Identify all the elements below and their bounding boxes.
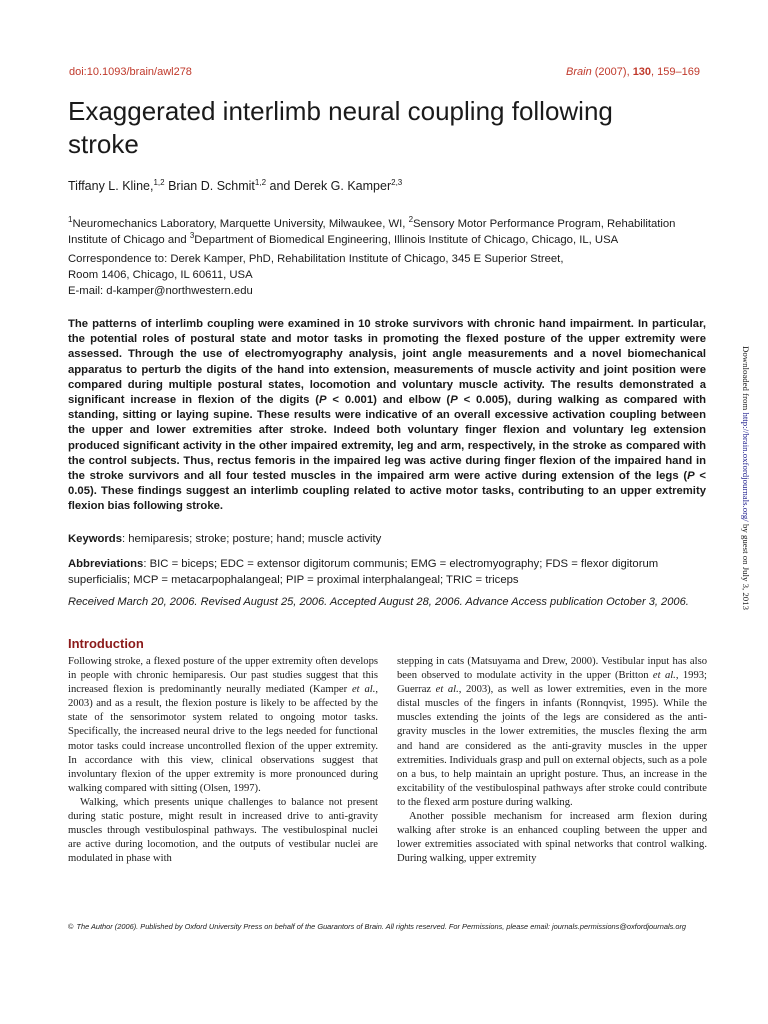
affil-2: Sensory Motor Performance Program, Rehabilitation Institute of Chicago and: [68, 218, 676, 246]
author-3-affil: 2,3: [391, 177, 403, 187]
abstract-text-2: < 0.001) and elbow (: [326, 394, 451, 407]
correspondence-line-1: Correspondence to: Derek Kamper, PhD, Rehabilitation Institute of Chicago, 345 E Superior Street,: [68, 253, 564, 265]
doi-link[interactable]: doi:10.1093/brain/awl278: [69, 66, 192, 78]
section-heading-introduction: Introduction: [68, 636, 144, 651]
paragraph: Another possible mechanism for increased arm flexion during walking after stroke is an enhanced coupling between the upper and lower extremities associated with spinal networks that control walking. During walking, upper extremity: [397, 811, 707, 865]
correspondence: [68, 251, 708, 299]
correspondence-line-2: Room 1406, Chicago, IL 60611, USA: [68, 269, 253, 281]
keywords-label: Keywords: [68, 533, 122, 545]
p-symbol: P: [687, 470, 695, 483]
affil-1: Neuromechanics Laboratory, Marquette University, Milwaukee, WI,: [72, 218, 406, 230]
paragraph: [397, 655, 707, 810]
affil-marker-3: 3: [189, 231, 195, 241]
paragraph: [68, 655, 378, 796]
copyright-footer: [68, 922, 718, 931]
text: , 2003) and as a result, the flexion posture is likely to be affected by the state of the sensorimotor system related to ongoing motor tasks. Specifically, the increased neural drive to the legs needed for functional motor tasks could increase uncontrolled flexion of the upper extremity. In accordance with this view, clinical observations suggest that involuntary flexion of the upper extremity is more pronounced during walking compared with sitting (Olsen, 1997).: [68, 684, 379, 794]
column-right: [397, 655, 707, 866]
abstract-text-1: The patterns of interlimb coupling were examined in 10 stroke survivors with chronic hand impairment. In particular, the potential roles of postural state and motor tasks in promoting the flexed posture of the upper extremity were assessed. Through the use of electromyography analysis, joint angle measurements and a novel biomechanical apparatus to perturb the digits of the hand into extension, measurements of muscle activity and joint position were compared during multiple postural states, locomotion and voluntary muscle activity. The results demonstrated a significant increase in flexion of the digits (: [68, 318, 706, 407]
text: Following stroke, a flexed posture of the upper extremity often develops in people with chronic hemiparesis. Our past studies suggest that this increased flexion is predominantly neurally mediated (Kamper: [68, 656, 378, 696]
abstract-text-4: < 0.05). These findings suggest an interlimb coupling related to active motor tasks, contributing to an upper extremity flexion bias following stroke.: [68, 470, 706, 513]
paper-title: Exaggerated interlimb neural coupling following stroke: [68, 96, 613, 159]
author-list: [68, 179, 402, 193]
download-suffix: by guest on July 3, 2013: [741, 521, 751, 610]
text: stepping in cats (Matsuyama and Drew, 2000). Vestibular input has also been observed to modulate activity in the upper (Britton: [397, 656, 707, 682]
journal-volume: 130: [632, 66, 652, 78]
journal-name[interactable]: Brain: [566, 66, 592, 78]
author-1-affil: 1,2: [153, 177, 165, 187]
et-al: et al.: [351, 684, 376, 696]
journal-pages: 159–169: [657, 66, 700, 78]
abstract-text-3: < 0.005), during walking as compared with standing, sitting or laying supine. These results were indicative of an overall excessive activation coupling between the upper and lower extremities after stroke. Indeed both voluntary finger flexion and voluntary leg extension produced significant activity in the other impaired extremity, leg and arm, respectively, in the stroke as compared with the control subjects. Thus, rectus femoris in the impaired leg was active during finger flexion of the impaired hand in the stroke survivors and all four tested muscles in the impaired arm were active during extension of the legs (: [68, 394, 706, 483]
author-2-affil: 1,2: [254, 177, 267, 187]
affil-marker-2: 2: [408, 215, 414, 225]
p-symbol: P: [450, 394, 458, 407]
text: , 1993; Guerraz: [397, 670, 708, 696]
author-3: and Derek G. Kamper: [269, 179, 392, 193]
download-prefix: Downloaded from: [741, 346, 751, 413]
p-symbol: P: [319, 394, 327, 407]
abbreviations-text: : BIC = biceps; EDC = extensor digitorum communis; EMG = electromyography; FDS = flexor digitorum superficialis; MCP = metacarpophalangeal; PIP = proximal interphalangeal; TRIC = triceps: [68, 558, 659, 586]
download-sidebar: [737, 346, 751, 666]
author-1: Tiffany L. Kline,: [68, 179, 154, 193]
text: , 2003), as well as lower extremities, even in the more distal muscles of the fingers in infants (Ronnqvist, 1995). While the muscles extending the joints of the legs are considered as the anti-gravity muscles in the lower extremities, the muscles flexing the arm and hand are considered as the anti-gravity muscles in the upper extremities. Individuals grasp and pull on external objects, such as a pole on a bus, to help maintain an upright posture. Thus, an increase in the excitability of the vestibulospinal pathways after stroke could contribute to the flexed arm posture during walking.: [397, 684, 707, 808]
citation: Brain (2007), 130, 159–169: [566, 66, 700, 78]
affil-3: Department of Biomedical Engineering, Illinois Institute of Chicago, Chicago, IL, USA: [194, 234, 619, 246]
et-al: et al.: [435, 684, 459, 696]
journal-year: (2007),: [594, 66, 630, 78]
correspondence-email[interactable]: E-mail: d-kamper@northwestern.edu: [68, 285, 253, 297]
affiliations: [68, 216, 708, 248]
affil-marker-1: 1: [68, 215, 73, 225]
author-2: Brian D. Schmit: [168, 179, 255, 193]
footer-text: The Author (2006). Published by Oxford University Press on behalf of the Guarantors of Brain. All rights reserved. For Permissions, please email: journals.permissions@oxfordjournals.org: [76, 922, 687, 931]
et-al: et al.: [652, 670, 676, 682]
keywords: [68, 533, 708, 545]
paragraph: Walking, which presents unique challenges to balance not present during static posture, might result in increased drive to anti-gravity muscles through vestibulospinal pathways. The vestibulospinal nuclei are active during locomotion, and the outputs of vestibular nuclei are modulated in phase with: [68, 796, 378, 865]
abbreviations-label: Abbreviations: [68, 558, 144, 570]
column-left: [68, 655, 378, 866]
abstract: [68, 317, 706, 515]
download-notice: [737, 346, 751, 666]
received-dates: Received March 20, 2006. Revised August 25, 2006. Accepted August 28, 2006. Advance Access publication October 3, 2006.: [68, 596, 689, 608]
download-url-link[interactable]: http://brain.oxfordjournals.org/: [741, 412, 751, 522]
keywords-text: : hemiparesis; stroke; posture; hand; muscle activity: [122, 533, 382, 545]
copyright-icon: ©: [68, 922, 74, 931]
abbreviations: [68, 556, 708, 588]
